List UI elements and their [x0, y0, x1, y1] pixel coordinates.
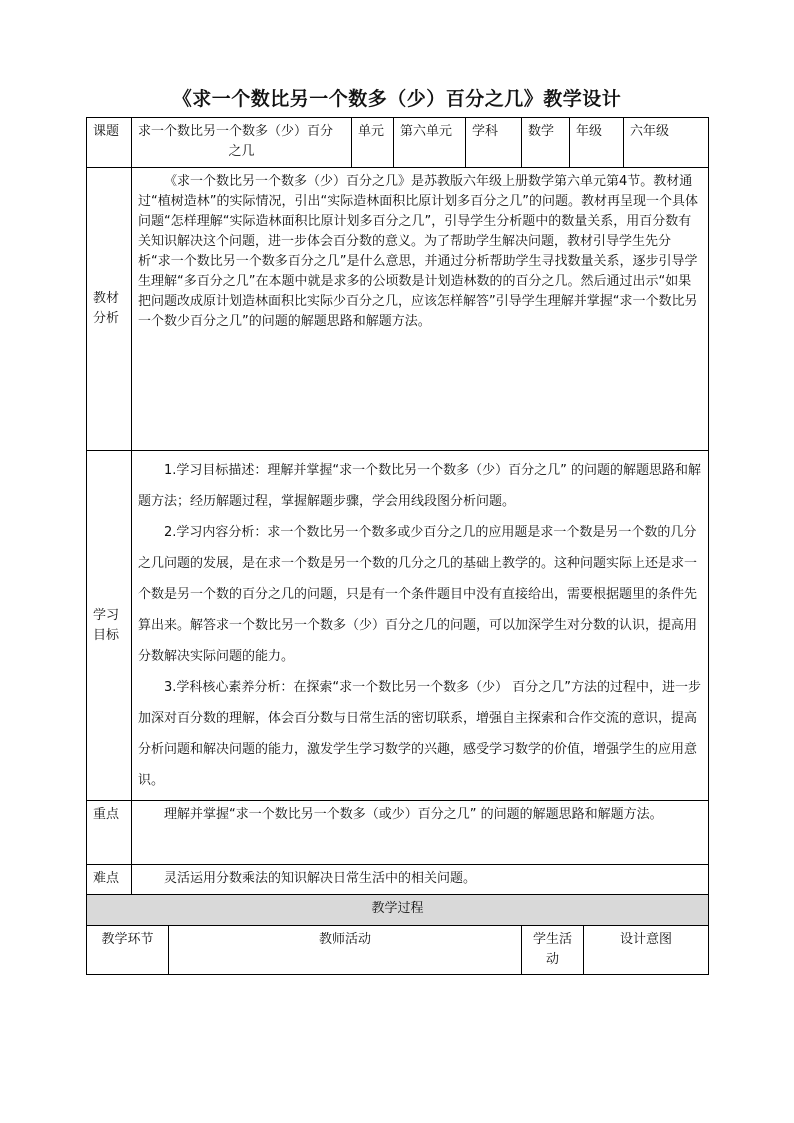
process-col-student: 学生活动	[522, 926, 584, 975]
page-title: 《求一个数比另一个数多（少）百分之几》教学设计	[172, 88, 622, 110]
process-col-teacher: 教师活动	[169, 926, 522, 975]
process-col-stage: 教学环节	[87, 926, 169, 975]
objective-paragraph-2: 2.学习内容分析：求一个数比另一个数多或少百分之几的应用题是求一个数是另一个数的几分之几问题的发展，是在求一个数是另一个数的几分之几的基础上教学的。这种问题实际上还是求一个数是另一个数的百分之几的问题，只是有一个条件题目中没有直接给出，需要根据题里的条件先算出来。解答求一个数比另一个数多（少）百分之几的问题，可以加深学生对分数的认识，提高用分数解决实际问题的能力。	[138, 525, 698, 664]
process-header-row	[87, 895, 709, 926]
analysis-row	[87, 168, 709, 451]
analysis-text: 《求一个数比另一个数多（少）百分之几》是苏教版六年级上册数学第六单元第4节。教材通过“植树造林”的实际情况，引出“实际造林面积比原计划多百分之几”的问题。教材再呈现一个具体问题“怎样理解“实际造林面积比原计划多百分之几”，引导学生分析题中的数量关系，用百分数有关知识解决这个问题，进一步体会百分数的意义。为了帮助学生解决问题，教材引导学生先分析“求一个数比另一个数多百分之几”是什么意思，并通过分析帮助学生寻找数量关系，逐步引导学生理解“多百分之几”在本题中就是求多的公顷数是计划造林数的的百分之几。然后通过出示“如果把问题改成原计划造林面积比实际少百分之几，应该怎样解答”引导学生理解并掌握“求一个数比另一个数少百分之几”的问题的解题思路和解题方法。	[132, 168, 709, 451]
subject-value: 数学	[522, 118, 570, 168]
objectives-label-line1: 学习	[93, 607, 120, 623]
unit-label: 单元	[352, 118, 394, 168]
objectives-row	[87, 451, 709, 801]
objectives-text	[132, 451, 709, 801]
topic-value	[132, 118, 352, 168]
key-point-label: 重点	[87, 801, 132, 865]
topic-value-line1: 求一个数比另一个数多（少）百分	[138, 124, 334, 139]
difficulty-row	[87, 865, 709, 895]
objectives-label-line2: 目标	[93, 627, 120, 643]
objectives-label	[87, 451, 132, 801]
subject-label: 学科	[466, 118, 522, 168]
unit-value: 第六单元	[394, 118, 466, 168]
topic-label: 课题	[87, 118, 132, 168]
grade-label: 年级	[570, 118, 624, 168]
difficulty-label: 难点	[87, 865, 132, 895]
key-point-row	[87, 801, 709, 865]
difficulty-text: 灵活运用分数乘法的知识解决日常生活中的相关问题。	[132, 865, 709, 895]
objective-paragraph-3: 3.学科核心素养分析：在探索“求一个数比另一个数多（少） 百分之几”方法的过程中，进一步加深对百分数的理解，体会百分数与日常生活的密切联系，增强自主探索和合作交流的意识，提高分析问题和解决问题的能力，激发学生学习数学的兴趣，感受学习数学的价值，增强学生的应用意识。	[138, 680, 702, 788]
topic-value-line2: 之几	[228, 144, 255, 159]
header-row	[87, 118, 709, 168]
objective-paragraph-1: 1.学习目标描述：理解并掌握“求一个数比另一个数多（少）百分之几” 的问题的解题思路和解题方法；经历解题过程，掌握解题步骤，学会用线段图分析问题。	[138, 463, 702, 509]
process-columns-row	[87, 926, 709, 975]
process-col-intent: 设计意图	[584, 926, 709, 975]
analysis-label-line1: 教材	[93, 291, 120, 306]
analysis-label	[87, 168, 132, 451]
process-header: 教学过程	[87, 895, 709, 926]
lesson-plan-table	[86, 117, 709, 975]
key-point-text: 理解并掌握“求一个数比另一个数多（或少）百分之几” 的问题的解题思路和解题方法。	[132, 801, 709, 865]
analysis-label-line2: 分析	[93, 311, 120, 326]
grade-value: 六年级	[624, 118, 709, 168]
